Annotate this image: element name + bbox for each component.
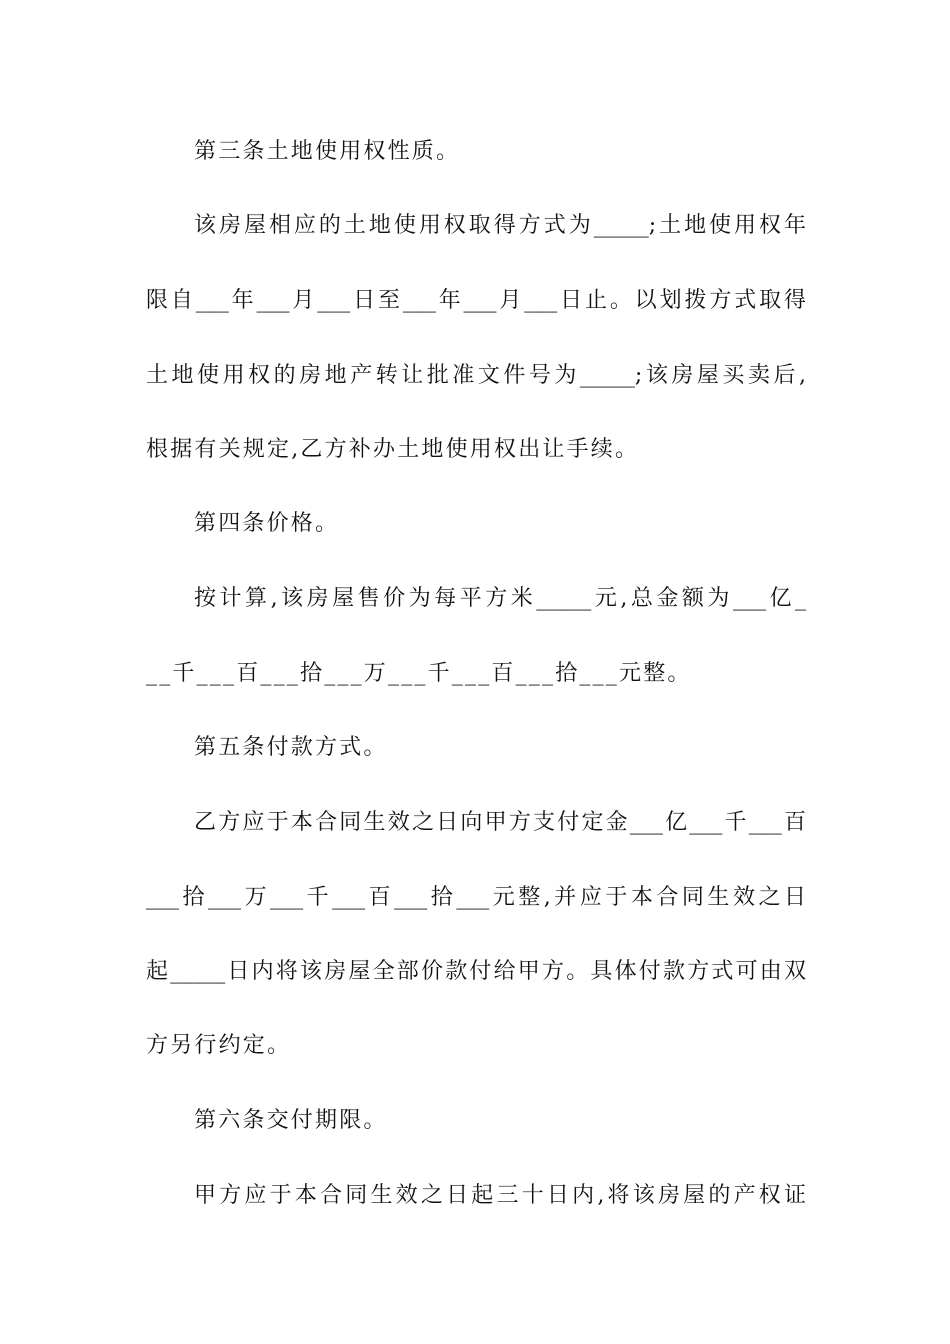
article-3-heading: 第三条土地使用权性质。 bbox=[194, 139, 461, 164]
article-6-text-line-1: 甲方应于本合同生效之日起三十日内,将该房屋的产权证 bbox=[194, 1183, 806, 1208]
article-4-heading: 第四条价格。 bbox=[194, 511, 340, 536]
article-4-text-line-1: 按计算,该房屋售价为每平方米_____元,总金额为___亿_ bbox=[194, 586, 806, 611]
article-3-text-line-2: 限自___年___月___日至___年___月___日止。以划拨方式取得 bbox=[146, 288, 806, 313]
article-5-text-line-3: 起_____日内将该房屋全部价款付给甲方。具体付款方式可由双 bbox=[146, 959, 806, 984]
article-5-text-line-4: 方另行约定。 bbox=[146, 1033, 292, 1058]
article-5-heading: 第五条付款方式。 bbox=[194, 735, 388, 760]
article-3-text-line-4: 根据有关规定,乙方补办土地使用权出让手续。 bbox=[146, 437, 640, 462]
article-4-text-line-2: __千___百___拾___万___千___百___拾___元整。 bbox=[146, 661, 692, 686]
article-3-text-line-1: 该房屋相应的土地使用权取得方式为_____;土地使用权年 bbox=[194, 213, 806, 238]
article-3-text-line-3: 土地使用权的房地产转让批准文件号为_____;该房屋买卖后, bbox=[146, 363, 806, 388]
article-5-text-line-1: 乙方应于本合同生效之日向甲方支付定金___亿___千___百 bbox=[194, 810, 806, 835]
article-6-heading: 第六条交付期限。 bbox=[194, 1108, 388, 1133]
article-5-text-line-2: ___拾___万___千___百___拾___元整,并应于本合同生效之日 bbox=[146, 885, 806, 910]
